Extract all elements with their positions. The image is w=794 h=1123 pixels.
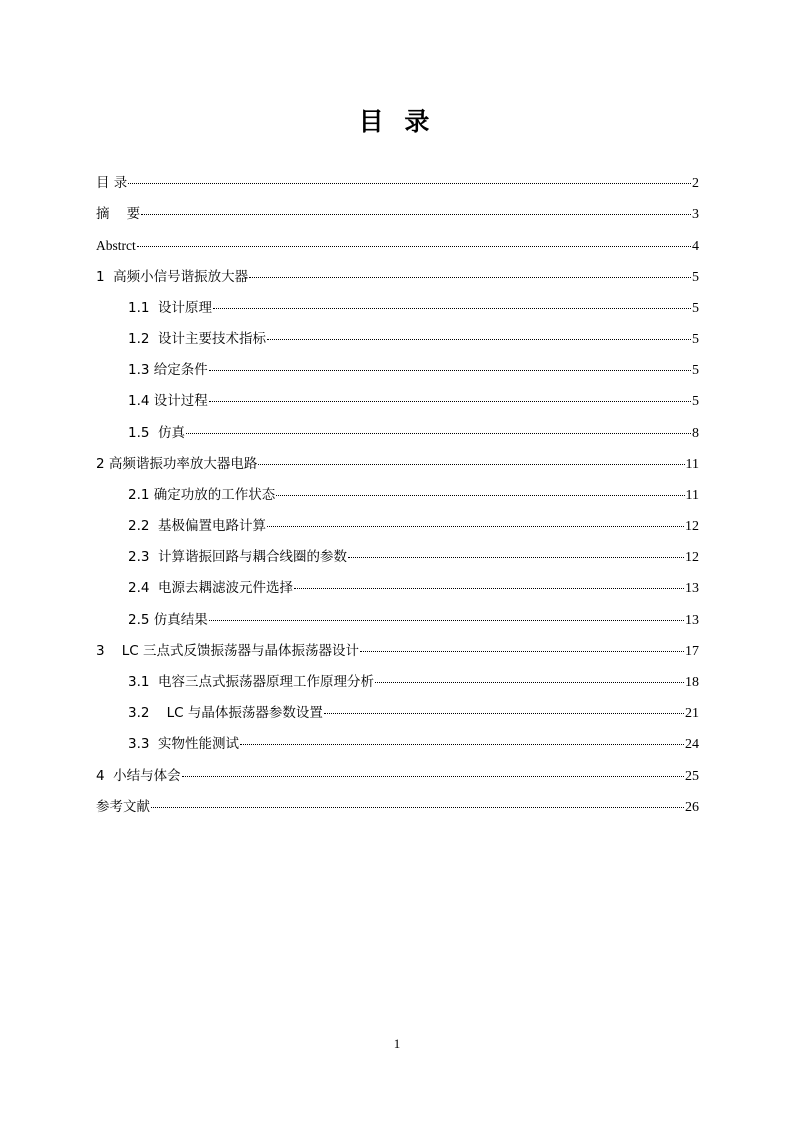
toc-entry-label: 2.5 仿真结果 xyxy=(128,611,208,628)
toc-dot-leader xyxy=(209,619,684,621)
toc-entry-label: 1 高频小信号谐振放大器 xyxy=(96,268,249,285)
toc-entry-page: 25 xyxy=(685,768,699,784)
toc-entry[interactable] xyxy=(96,480,699,511)
toc-entry-page: 8 xyxy=(692,425,699,441)
toc-dot-leader xyxy=(240,743,684,745)
toc-entry-label: 3.3 实物性能测试 xyxy=(128,736,240,753)
toc-entry-label: 1.1 设计原理 xyxy=(128,299,213,316)
toc-entry-label: Abstrct xyxy=(96,238,136,254)
toc-entry-page: 21 xyxy=(685,706,699,722)
toc-dot-leader xyxy=(375,681,684,683)
toc-entry[interactable] xyxy=(96,792,699,823)
toc-dot-leader xyxy=(276,494,684,496)
toc-dot-leader xyxy=(213,307,691,309)
toc-entry-label: 摘 要 xyxy=(96,206,141,223)
toc-dot-leader xyxy=(209,369,691,371)
toc-dot-leader xyxy=(258,463,684,465)
toc-dot-leader xyxy=(294,587,684,589)
toc-entry-page: 5 xyxy=(692,331,699,347)
toc-entry[interactable] xyxy=(96,698,699,729)
toc-entry-label: 2.2 基极偏置电路计算 xyxy=(128,518,267,535)
toc-entry-page: 13 xyxy=(685,612,699,628)
toc-entry[interactable] xyxy=(96,355,699,386)
page-title: 目 录 xyxy=(358,107,436,136)
toc-entry-label: 2.3 计算谐振回路与耦合线圈的参数 xyxy=(128,549,348,566)
toc-dot-leader xyxy=(360,650,684,652)
toc-entry-label: 1.2 设计主要技术指标 xyxy=(128,330,267,347)
toc-entry-page: 2 xyxy=(692,176,699,191)
toc-entry[interactable] xyxy=(96,262,699,293)
toc-entry[interactable] xyxy=(96,199,699,230)
toc-entry[interactable] xyxy=(96,729,699,760)
toc-entry-label: 1.3 给定条件 xyxy=(128,362,208,379)
toc-entry[interactable] xyxy=(96,168,699,199)
toc-entry[interactable] xyxy=(96,324,699,355)
toc-entry-label: 参考文献 xyxy=(96,798,150,815)
toc-entry[interactable] xyxy=(96,605,699,636)
toc-dot-leader xyxy=(141,213,691,215)
toc-dot-leader xyxy=(151,806,684,808)
table-of-contents xyxy=(96,168,699,823)
toc-entry-label: 2.1 确定功放的工作状态 xyxy=(128,486,276,503)
toc-entry-page: 4 xyxy=(692,239,699,255)
toc-entry-label: 1.4 设计过程 xyxy=(128,393,208,410)
toc-entry-page: 13 xyxy=(685,581,699,597)
toc-entry-label: 4 小结与体会 xyxy=(96,767,181,784)
toc-entry[interactable] xyxy=(96,386,699,417)
toc-entry-page: 11 xyxy=(685,487,699,503)
page-number: 1 xyxy=(393,1036,401,1051)
toc-dot-leader xyxy=(267,338,691,340)
toc-entry-label: 2.4 电源去耦滤波元件选择 xyxy=(128,580,294,597)
toc-entry[interactable] xyxy=(96,418,699,449)
toc-entry-page: 5 xyxy=(692,269,699,285)
toc-entry-page: 26 xyxy=(685,799,699,815)
toc-entry[interactable] xyxy=(96,449,699,480)
toc-entry[interactable] xyxy=(96,761,699,792)
toc-dot-leader xyxy=(186,432,691,434)
toc-dot-leader xyxy=(324,712,684,714)
toc-dot-leader xyxy=(209,400,691,402)
toc-entry[interactable] xyxy=(96,511,699,542)
toc-entry-page: 5 xyxy=(692,300,699,316)
toc-entry-page: 11 xyxy=(685,456,699,472)
toc-dot-leader xyxy=(348,556,684,558)
toc-entry-page: 3 xyxy=(692,207,699,223)
toc-entry-label: 1.5 仿真 xyxy=(128,424,186,441)
toc-entry-label: 3.1 电容三点式振荡器原理工作原理分析 xyxy=(128,674,375,690)
toc-entry-page: 12 xyxy=(685,519,699,535)
toc-entry[interactable] xyxy=(96,636,699,667)
toc-entry-label: 3.2 LC 与晶体振荡器参数设置 xyxy=(128,705,323,722)
toc-entry-page: 24 xyxy=(685,737,699,753)
toc-entry[interactable] xyxy=(96,293,699,324)
toc-entry-label: 3 LC 三点式反馈振荡器与晶体振荡器设计 xyxy=(96,642,359,659)
toc-dot-leader xyxy=(267,525,684,527)
toc-dot-leader xyxy=(128,182,691,184)
toc-entry-page: 18 xyxy=(685,675,699,690)
toc-entry-label: 目 录 xyxy=(96,175,128,191)
toc-dot-leader xyxy=(249,276,691,278)
toc-entry-page: 12 xyxy=(685,550,699,566)
toc-entry[interactable] xyxy=(96,573,699,604)
toc-entry[interactable] xyxy=(96,542,699,573)
toc-entry-page: 5 xyxy=(692,394,699,410)
toc-entry-label: 2 高频谐振功率放大器电路 xyxy=(96,455,258,472)
toc-entry[interactable] xyxy=(96,230,699,261)
toc-dot-leader xyxy=(182,775,684,777)
toc-entry-page: 5 xyxy=(692,363,699,379)
toc-entry[interactable] xyxy=(96,667,699,698)
toc-entry-page: 17 xyxy=(685,643,699,659)
toc-dot-leader xyxy=(137,245,691,247)
